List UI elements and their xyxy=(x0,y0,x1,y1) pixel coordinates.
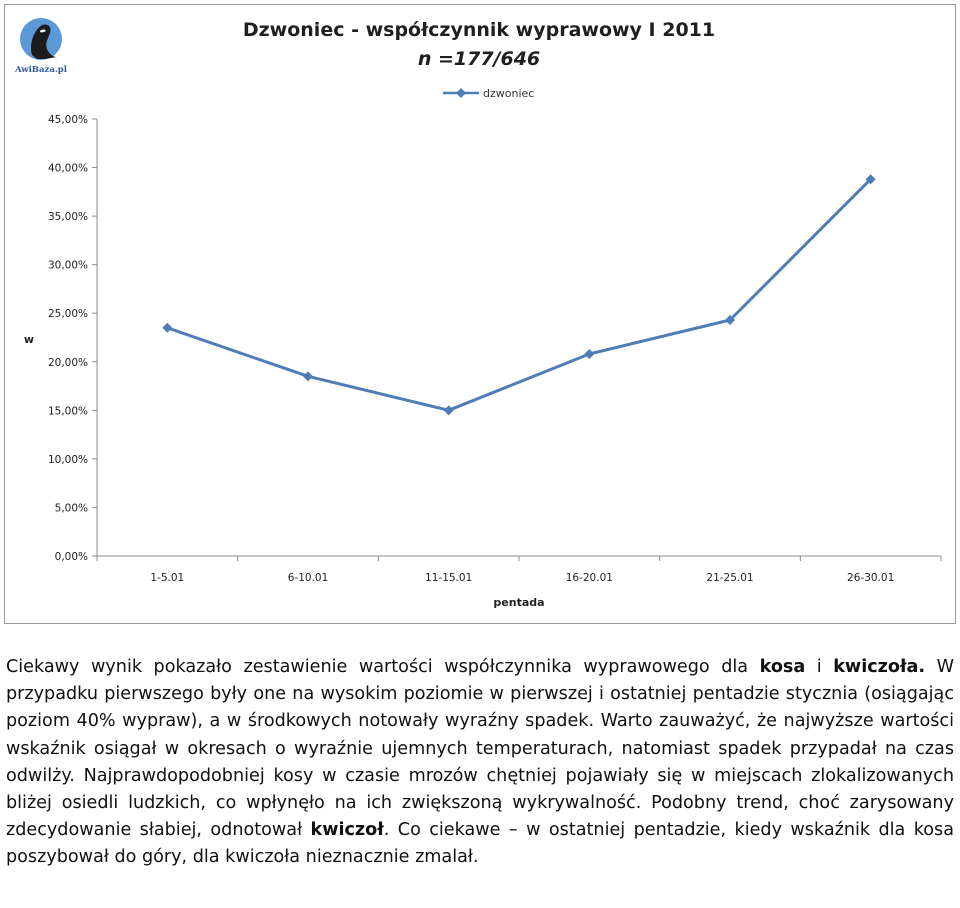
x-tick-label: 16-20.01 xyxy=(565,572,613,584)
y-tick-label: 40,00% xyxy=(47,162,88,175)
bold-kwiczol: kwiczoł xyxy=(310,820,384,841)
data-point xyxy=(303,371,313,381)
line-chart xyxy=(5,5,955,623)
bold-kwiczola: kwiczoła. xyxy=(833,657,926,677)
y-tick-label: 25,00% xyxy=(47,308,88,321)
chart-subtitle: n =177/646 xyxy=(417,48,541,70)
y-tick-label: 15,00% xyxy=(47,405,88,418)
y-tick-label: 35,00% xyxy=(47,211,88,224)
legend-marker xyxy=(456,88,466,98)
y-tick-label: 20,00% xyxy=(47,356,88,369)
bold-kosa: kosa xyxy=(759,657,806,677)
x-tick-label: 21-25.01 xyxy=(706,572,754,584)
awibaza-logo xyxy=(15,15,67,75)
article-text-part: W przypadku pierwszego były one na wysokim poziomie w pierwszej i ostatniej pentadzie stycznia (osiągając poziom 40% wypraw), a w środkowych notowały wyraźny spadek. Warto zauważyć, że najwyższe wartości wskaźnik osiągał w okresach o wyraźnie ujemnych temperaturach, natomiast spadek przypadał na czas odwilży. Najprawdopodobniej kosy w czasie mrozów chętniej pojawiały się w miejscach zlokalizowanych bliżej osiedli ludzkich, co wpłynęło na ich zwiększoną wykrywalność. Podobny trend, choć zarysowany zdecydowanie słabiej, odnotował xyxy=(6,657,954,841)
y-axis-label: w xyxy=(23,333,35,346)
logo-text: AwiBaza.pl xyxy=(15,65,67,75)
chart-container xyxy=(4,4,956,624)
article-text xyxy=(6,654,954,872)
x-tick-label: 26-30.01 xyxy=(847,572,895,584)
article-text-part: Ciekawy wynik pokazało zestawienie wartości współczynnika wyprawowego dla xyxy=(6,657,760,677)
chart-title: Dzwoniec - współczynnik wyprawowy I 2011 xyxy=(242,19,716,41)
x-tick-label: 1-5.01 xyxy=(150,572,185,584)
y-tick-label: 10,00% xyxy=(47,453,88,466)
x-tick-label: 6-10.01 xyxy=(287,572,329,584)
y-tick-label: 45,00% xyxy=(47,114,88,126)
data-point xyxy=(444,405,454,415)
article-paragraph xyxy=(6,654,954,872)
series-line xyxy=(167,179,870,410)
data-point xyxy=(584,349,594,359)
y-tick-label: 0,00% xyxy=(54,551,88,563)
data-point xyxy=(162,323,172,333)
x-axis-label: pentada xyxy=(493,596,545,609)
x-tick-label: 11-15.01 xyxy=(425,572,473,584)
y-tick-label: 5,00% xyxy=(54,502,88,515)
legend-label: dzwoniec xyxy=(483,87,535,100)
y-tick-label: 30,00% xyxy=(47,259,88,272)
article-text-part: i xyxy=(805,657,834,677)
article-text-part: . Co ciekawe – w ostatniej pentadzie, kiedy wskaźnik dla kosa poszybował do góry, dla kwiczoła nieznacznie zmalał. xyxy=(6,820,955,868)
